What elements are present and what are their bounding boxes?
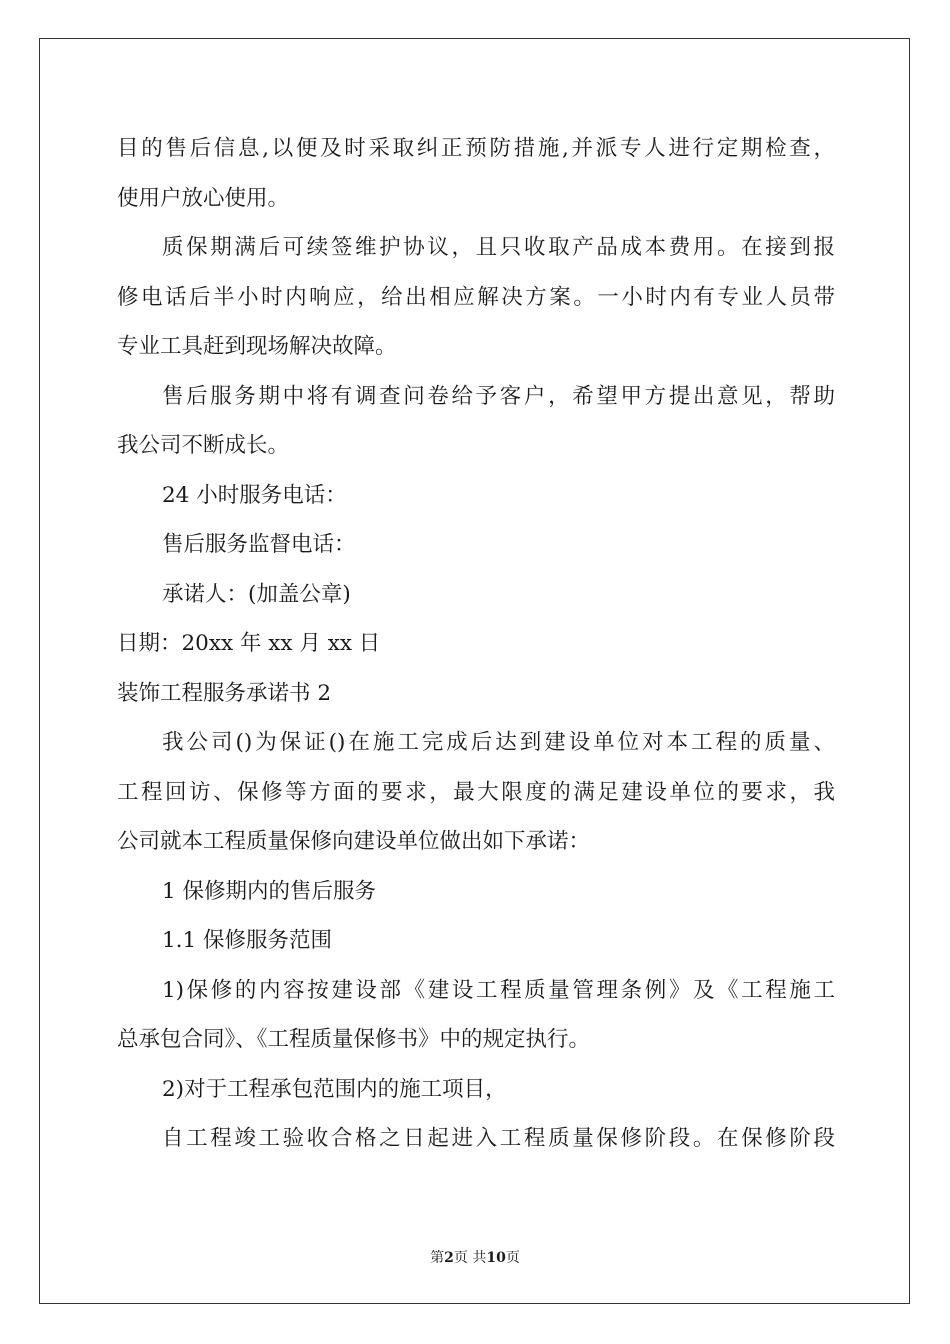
text-line: 公司就本工程质量保修向建设单位做出如下承诺： <box>117 829 591 854</box>
current-page-number: 2 <box>444 1250 454 1266</box>
text-line: 售后服务监督电话： <box>162 532 356 557</box>
text-line: 售后服务期中将有调查问卷给予客户，希望甲方提出意见，帮助 <box>162 383 835 409</box>
text-line: 1)保修的内容按建设部《建设工程质量管理条例》及《工程施工 <box>162 977 835 1003</box>
text-line: 目的售后信息,以便及时采取纠正预防措施,并派专人进行定期检查， <box>117 136 835 161</box>
text-line: 修电话后半小时内响应，给出相应解决方案。一小时内有专业人员带 <box>117 284 835 310</box>
text-line: 工程回访、保修等方面的要求，最大限度的满足建设单位的要求，我 <box>117 779 835 805</box>
text-line: 自工程竣工验收合格之日起进入工程质量保修阶段。在保修阶段 <box>162 1126 835 1151</box>
text-line: 专业工具赶到现场解决故障。 <box>117 334 397 359</box>
text-line: 我公司()为保证()在施工完成后达到建设单位对本工程的质量、 <box>162 730 835 755</box>
text-line: 质保期满后可续签维护协议，且只收取产品成本费用。在接到报 <box>162 235 835 260</box>
text-line: 1.1 保修服务范围 <box>162 928 333 953</box>
page-prefix: 第 <box>430 1250 445 1266</box>
page-footer <box>0 1247 950 1267</box>
text-line: 1 保修期内的售后服务 <box>162 878 377 904</box>
total-page-number: 10 <box>486 1250 506 1266</box>
document-body <box>117 124 835 1164</box>
text-line: 总承包合同》、《工程质量保修书》中的规定执行。 <box>117 1027 591 1052</box>
text-line: 日期：20xx 年 xx 月 xx 日 <box>117 631 381 656</box>
page-mid: 页 共 <box>453 1250 487 1266</box>
section-heading: 装饰工程服务承诺书 2 <box>117 680 332 706</box>
text-line: 2)对于工程承包范围内的施工项目， <box>162 1076 507 1102</box>
text-line: 我公司不断成长。 <box>117 433 290 458</box>
text-line: 24 小时服务电话： <box>162 482 347 508</box>
page-suffix: 页 <box>505 1250 520 1266</box>
text-line: 使用户放心使用。 <box>117 185 290 211</box>
text-line: 承诺人：(加盖公章) <box>162 581 351 607</box>
